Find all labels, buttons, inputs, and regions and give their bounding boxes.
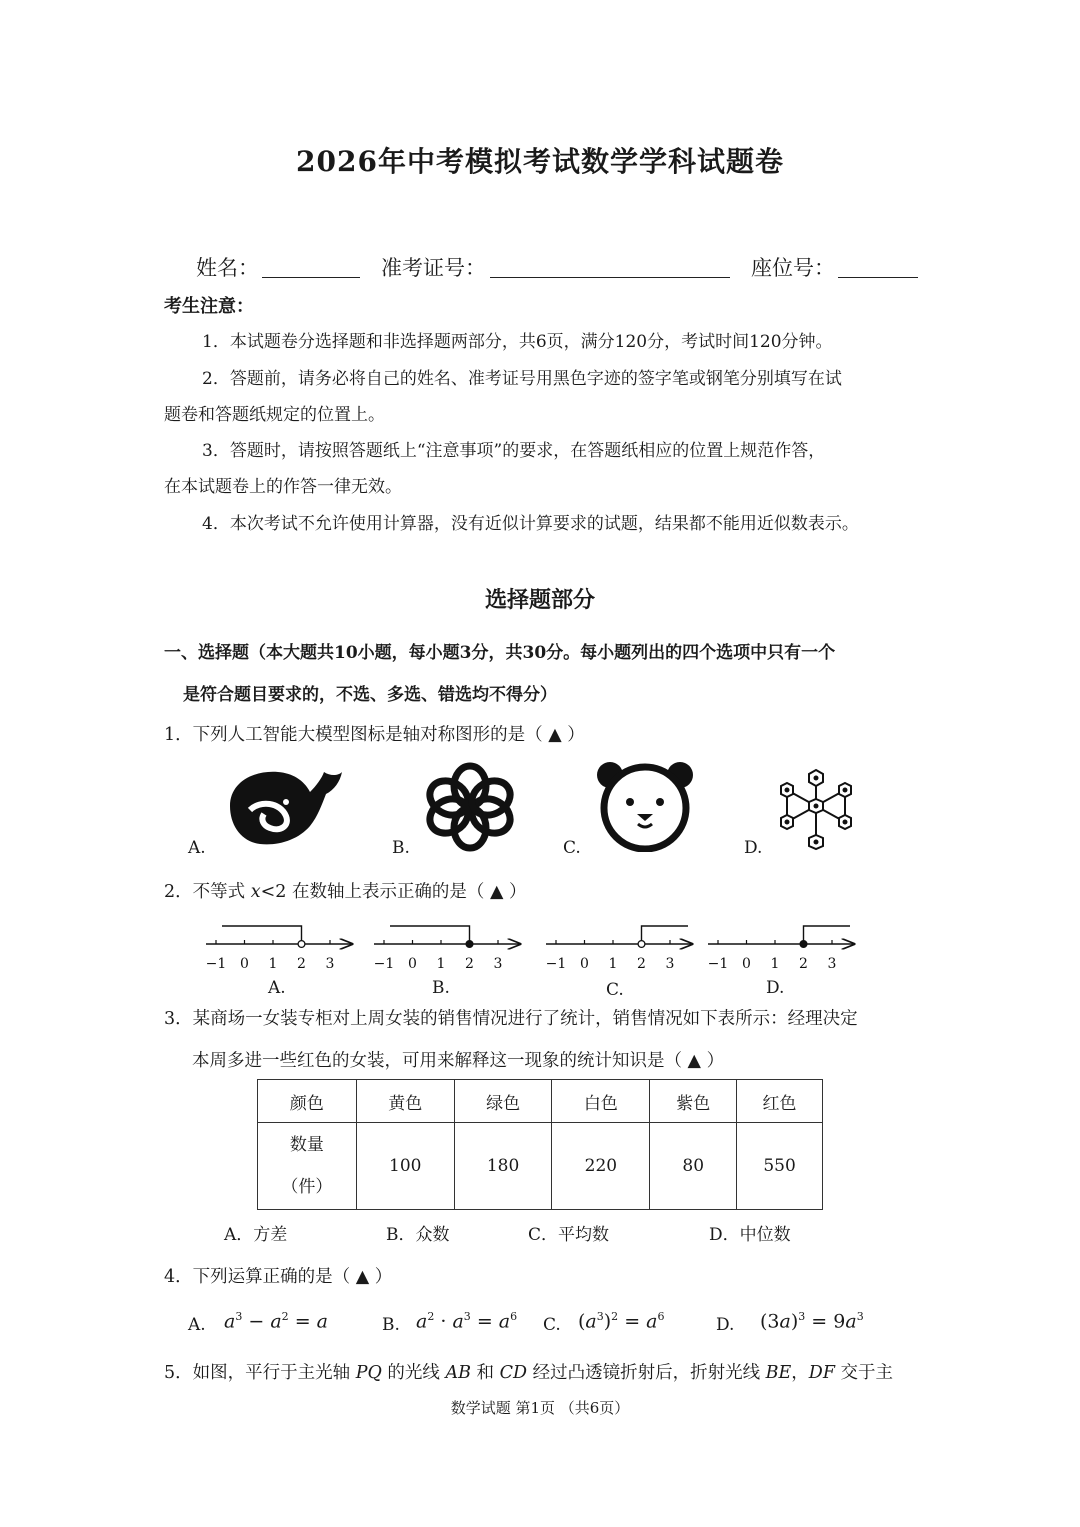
solution-ray [390,926,470,944]
q1-option-a[interactable]: A. [188,838,206,858]
q2-suffix: <2 在数轴上表示正确的是（ ▲ ） [260,882,527,902]
q2-option-d[interactable]: D. [766,978,785,998]
page-footer: 数学试题 第1页 （共6页） [450,1399,630,1417]
closed-point [466,941,473,948]
q5-df: DF [808,1363,835,1383]
tick-label: 3 [493,956,503,972]
name-label: 姓名： [196,256,259,280]
seat-label: 座位号： [751,256,835,280]
table-header-cell: 颜色 [258,1080,357,1123]
q2-option-b[interactable]: B. [432,978,450,998]
q1-option-b[interactable]: B. [392,838,410,858]
notice-item-1: 1．本试题卷分选择题和非选择题两部分，共6页，满分120分，考试时间120分钟。 [202,332,833,352]
row-label-unit: （件） [281,1177,333,1197]
tick-label: 3 [827,956,837,972]
tick-label: 0 [408,956,417,972]
tick-label: 0 [742,956,751,972]
tick-label: 2 [297,956,306,972]
table-header-cell: 紫色 [650,1080,737,1123]
notice-heading: 考生注意： [164,296,254,317]
tick-label: 0 [240,956,249,972]
tick-label: −1 [373,956,395,972]
q5-cd: CD [499,1363,528,1383]
tick-label: 3 [325,956,335,972]
name-field[interactable] [262,276,360,278]
tick-label: −1 [707,956,729,972]
notice-item-3-line1: 3．答题时，请按照答题纸上“注意事项”的要求，在答题纸相应的位置上规范作答， [202,441,826,461]
bear-icon [594,760,696,852]
tick-label: −1 [205,956,227,972]
tick-label: 0 [580,956,589,972]
question-2-text [164,878,527,903]
q4-formula-b: $a^2 \cdot a^3 = a^6$ [416,1310,518,1333]
table-row [258,1123,823,1210]
number-lines [200,918,860,974]
network-icon [775,764,857,854]
seat-field[interactable] [838,276,918,278]
tick-label: 1 [436,956,446,972]
table-header-cell: 黄色 [356,1080,454,1123]
number-line-a [206,926,352,972]
table-header-cell: 红色 [737,1080,823,1123]
solution-ray [222,926,302,944]
part1-heading-line1: 一、选择题（本大题共10小题，每小题3分，共30分。每小题列出的四个选项中只有一个 [164,643,836,663]
q5-ab: AB [445,1363,471,1383]
table-cell: 220 [552,1123,650,1210]
solution-ray [804,926,851,944]
solution-ray [642,926,689,944]
q4-option-b[interactable]: B. [382,1315,400,1335]
tick-label: −1 [545,956,567,972]
open-point [298,941,305,948]
tick-label: 2 [799,956,808,972]
q5-mid3: 经过凸透镜折射后，折射光线 [527,1363,766,1383]
q2-variable: x [250,882,261,902]
notice-item-3-line2: 在本试题卷上的作答一律无效。 [164,477,402,497]
exam-id-label: 准考证号： [381,256,486,280]
question-3-line2: 本周多进一些红色的女装，可用来解释这一现象的统计知识是（ ▲ ） [192,1051,725,1071]
q4-option-d[interactable]: D. [716,1315,735,1335]
tick-label: 2 [465,956,474,972]
table-header-cell: 白色 [552,1080,650,1123]
table-cell: 80 [650,1123,737,1210]
tick-label: 3 [665,956,675,972]
number-line-b [374,926,520,972]
q4-option-c[interactable]: C. [543,1315,561,1335]
q3-option-d[interactable]: D．中位数 [709,1225,791,1245]
table-header-row [258,1080,823,1123]
question-5-text [164,1359,893,1384]
notice-item-2-line2: 题卷和答题纸规定的位置上。 [164,405,385,425]
row-label-cell [258,1123,357,1210]
q2-prefix: 2．不等式 [164,882,251,902]
q5-be: BE [765,1363,792,1383]
q4-formula-a: $a^3 - a^2 = a$ [224,1310,328,1333]
open-point [638,941,645,948]
number-line-c [546,926,692,972]
part1-heading-line2: 是符合题目要求的，不选、多选、错选均不得分） [183,685,557,705]
exam-id-field[interactable] [490,276,730,278]
whale-icon [220,764,345,848]
knot-icon [423,762,517,852]
table-header-cell: 绿色 [454,1080,552,1123]
question-3-line1: 3．某商场一女装专柜对上周女装的销售情况进行了统计，销售情况如下表所示：经理决定 [164,1009,858,1029]
notice-item-2-line1: 2．答题前，请务必将自己的姓名、准考证号用黑色字迹的签字笔或钢笔分别填写在试 [202,369,842,389]
section-title: 选择题部分 [484,587,595,613]
tick-label: 2 [637,956,646,972]
q5-mid4: ， [791,1363,809,1383]
q1-option-d[interactable]: D. [744,838,763,858]
q2-option-c[interactable]: C. [606,980,624,1000]
q1-option-c[interactable]: C. [563,838,581,858]
question-1-text: 1．下列人工智能大模型图标是轴对称图形的是（ ▲ ） [164,725,585,745]
question-4-text: 4．下列运算正确的是（ ▲ ） [164,1267,393,1287]
q5-mid2: 和 [470,1363,500,1383]
number-line-d [708,926,854,972]
q5-prefix: 5．如图，平行于主光轴 [164,1363,356,1383]
q3-option-a[interactable]: A．方差 [224,1225,288,1245]
tick-label: 1 [770,956,780,972]
q3-option-c[interactable]: C．平均数 [528,1225,610,1245]
q2-option-a[interactable]: A. [268,978,286,998]
exam-title: 2026年中考模拟考试数学学科试题卷 [296,145,784,178]
q4-option-a[interactable]: A. [188,1315,206,1335]
table-cell: 100 [356,1123,454,1210]
closed-point [800,941,807,948]
sales-table [257,1079,823,1210]
q5-pq: PQ [355,1363,382,1383]
q5-suffix: 交于主 [834,1363,894,1383]
row-label-quantity: 数量 [289,1135,324,1155]
q3-option-b[interactable]: B．众数 [386,1225,450,1245]
table-cell: 180 [454,1123,552,1210]
q5-mid1: 的光线 [381,1363,446,1383]
notice-item-4: 4．本次考试不允许使用计算器，没有近似计算要求的试题，结果都不能用近似数表示。 [202,514,859,534]
tick-label: 1 [608,956,618,972]
q4-formula-d: $(3a)^3 = 9a^3$ [760,1310,864,1333]
q4-formula-c: $(a^3)^2 = a^6$ [578,1310,665,1333]
table-cell: 550 [737,1123,823,1210]
tick-label: 1 [268,956,278,972]
